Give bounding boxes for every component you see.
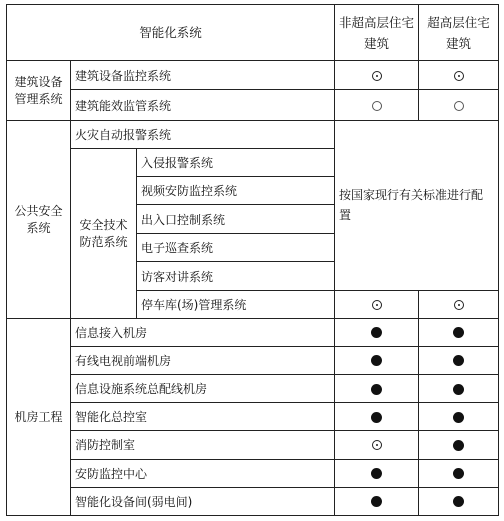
group-machine-room: 机房工程 bbox=[7, 318, 71, 515]
hollow-circle-icon bbox=[454, 101, 464, 111]
header-super-high-rise: 超高层住宅建筑 bbox=[419, 5, 499, 61]
table-row bbox=[7, 61, 499, 90]
header-system: 智能化系统 bbox=[7, 5, 335, 61]
target-circle-icon bbox=[372, 300, 382, 310]
item-label: 火灾自动报警系统 bbox=[71, 120, 335, 148]
item-label: 访客对讲系统 bbox=[137, 262, 335, 290]
group-public-safety: 公共安全系统 bbox=[7, 120, 71, 318]
hollow-circle-icon bbox=[372, 101, 382, 111]
filled-circle-icon bbox=[371, 355, 382, 366]
cell-super bbox=[419, 375, 499, 403]
cell-non-super bbox=[335, 61, 419, 90]
table-row bbox=[7, 375, 499, 403]
cell-super bbox=[419, 346, 499, 374]
table-row bbox=[7, 487, 499, 515]
item-label: 有线电视前端机房 bbox=[71, 346, 335, 374]
cell-super bbox=[419, 61, 499, 90]
table-row bbox=[7, 346, 499, 374]
cell-non-super bbox=[335, 346, 419, 374]
filled-circle-icon bbox=[371, 384, 382, 395]
subgroup-security-tech: 安全技术防范系统 bbox=[71, 148, 137, 318]
config-note: 按国家现行有关标准进行配置 bbox=[335, 120, 499, 290]
cell-super bbox=[419, 290, 499, 318]
item-label: 入侵报警系统 bbox=[137, 148, 335, 176]
item-label: 建筑能效监管系统 bbox=[71, 90, 335, 120]
item-label: 消防控制室 bbox=[71, 431, 335, 459]
filled-circle-icon bbox=[453, 384, 464, 395]
cell-non-super bbox=[335, 90, 419, 120]
filled-circle-icon bbox=[453, 468, 464, 479]
cell-super bbox=[419, 487, 499, 515]
item-label: 安防监控中心 bbox=[71, 459, 335, 487]
cell-super bbox=[419, 459, 499, 487]
item-label: 智能化设备间(弱电间) bbox=[71, 487, 335, 515]
filled-circle-icon bbox=[453, 327, 464, 338]
cell-non-super bbox=[335, 459, 419, 487]
filled-circle-icon bbox=[453, 412, 464, 423]
table-row bbox=[7, 403, 499, 431]
group-building-equipment: 建筑设备管理系统 bbox=[7, 61, 71, 120]
table-row bbox=[7, 431, 499, 459]
item-label: 视频安防监控系统 bbox=[137, 176, 335, 204]
filled-circle-icon bbox=[453, 440, 464, 451]
header-non-super-high-rise: 非超高层住宅建筑 bbox=[335, 5, 419, 61]
item-label: 建筑设备监控系统 bbox=[71, 61, 335, 90]
target-circle-icon bbox=[372, 71, 382, 81]
filled-circle-icon bbox=[371, 412, 382, 423]
item-label: 出入口控制系统 bbox=[137, 205, 335, 234]
cell-non-super bbox=[335, 290, 419, 318]
item-label: 停车库(场)管理系统 bbox=[137, 290, 335, 318]
table-row bbox=[7, 318, 499, 346]
target-circle-icon bbox=[372, 440, 382, 450]
target-circle-icon bbox=[454, 300, 464, 310]
filled-circle-icon bbox=[371, 496, 382, 507]
cell-non-super bbox=[335, 318, 419, 346]
table-row bbox=[7, 120, 499, 148]
header-row bbox=[7, 5, 499, 61]
target-circle-icon bbox=[454, 71, 464, 81]
table-row bbox=[7, 459, 499, 487]
cell-super bbox=[419, 403, 499, 431]
cell-non-super bbox=[335, 403, 419, 431]
cell-non-super bbox=[335, 431, 419, 459]
cell-super bbox=[419, 90, 499, 120]
item-label: 智能化总控室 bbox=[71, 403, 335, 431]
item-label: 电子巡查系统 bbox=[137, 234, 335, 262]
filled-circle-icon bbox=[453, 355, 464, 366]
intelligent-system-config-table bbox=[6, 4, 499, 516]
filled-circle-icon bbox=[371, 468, 382, 479]
cell-super bbox=[419, 431, 499, 459]
cell-super bbox=[419, 318, 499, 346]
item-label: 信息设施系统总配线机房 bbox=[71, 375, 335, 403]
filled-circle-icon bbox=[371, 327, 382, 338]
item-label: 信息接入机房 bbox=[71, 318, 335, 346]
table-row bbox=[7, 90, 499, 120]
cell-non-super bbox=[335, 487, 419, 515]
cell-non-super bbox=[335, 375, 419, 403]
filled-circle-icon bbox=[453, 496, 464, 507]
